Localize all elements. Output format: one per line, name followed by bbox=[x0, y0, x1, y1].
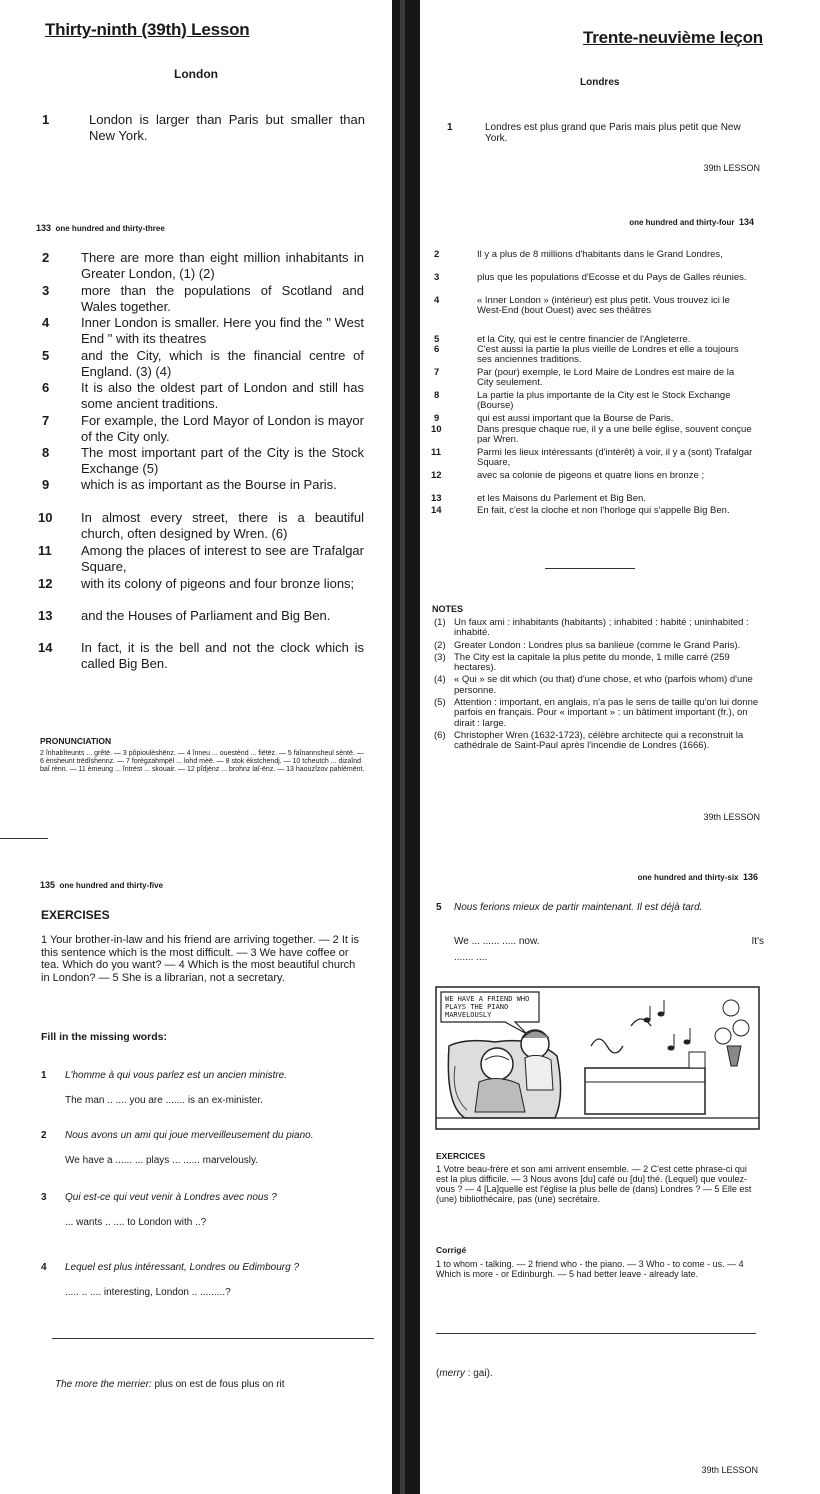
note-item: (4) « Qui » se dit which (ou that) d'une chose, et who (parfois whom) d'une personne. bbox=[434, 674, 753, 696]
fill-item: 4 Lequel est plus intéressant, Londres ou Edimbourg ? ..... .. .... interesting, London .. .........? bbox=[41, 1262, 371, 1298]
corrige-title: Corrigé bbox=[436, 1245, 467, 1255]
note-item: (6) Christopher Wren (1632-1723), célèbre architecte qui a reconstruit la cathédrale de Saint-Paul après l'incendie de Londres (1666). bbox=[434, 729, 744, 752]
fill-title: Fill in the missing words: bbox=[41, 1031, 168, 1043]
divider bbox=[545, 568, 635, 569]
exercises-text: 1 Your brother-in-law and his friend are arriving together. — 2 It is this sentence which is the most difficult. — 3 We have coffee or tea. Which do you want? — 4 Which is the most beautiful church in London? — 5 She is a librarian, not a secretary. bbox=[41, 934, 359, 984]
lesson-title-en: Thirty-ninth (39th) Lesson bbox=[45, 20, 250, 39]
right-page: Trente-neuvième leçon Londres 1 Londres est plus grand que Paris mais plus petit que New York. 39th LESSON one hundred and thirty-four 134 2 Il y a plus de 8 millions d'habitants dans le Grand Londres, 3 plus que les populations d'Ecosse et du Pays de Galles réunies. 4 « Inner London » (intérieur) est plus petit. Vous trouvez ici le West-End (bout Ouest) avec ses théâtres 5 et la City, qui est le centre financier de l'Angleterre. 6 C'est aussi la partie la plus vieille de Londres et elle a toujours ses anciennes traditions. 7 Par (pour) exemple, le Lord Maire de Londres est maire de la City seulement. 8 La partie la plus importante de la City est le Stock Exchange (Bourse) 9 qui est aussi important que la Bourse de Paris. 10 Dans presque chaque rue, il y a une belle église, souvent conçue par Wren. 11 Parmi les lieux intéressants (d'intérêt) à voir, il y a (sont) Trafalgar Square, 12 avec sa colonie de pigeons et quatre lions en bronze ; 13 et les Maisons du Parlement et Big Ben. 14 En fait, c'est la cloche et non l'horloge qui s'appelle Big Ben. NOTES (1) Un faux ami : inhabitants (habitants) ; inhabited : habité ; uninhabited : inhabité. (2) Greater London : Londres plus sa banlieue (comme le Grand Paris). (3) The City est la capitale la plus petite du monde, 1 mille carré (259 hectares). (4) « Qui » se dit which (ou that) d'une chose, et who (parfois whom) d'une personne. (5) Attention : important, en anglais, n'a pas le sens de taille qu'on lui donne parfois en français. Pour « important » : un bâtiment important (fr.), on dirait : large. (6) Christopher Wren (1632-1723), célèbre architecte qui a reconstruit la cathédrale de Saint-Paul après l'incendie de Londres (1666). 39th LESSON one hundred and thirty-six 136 5 Nous ferions mieux de partir maintenant. Il est déjà tard. We ... ...... ..... now. It's ....... .... WE HAVE A FRIEND WHO PLAYS THE PIANO MARVELOUSLY EXERCICES 1 Votre beau-frère et son ami arrivent ensemble. — 2 C'est cette phrase-ci qui est la plus difficile. — 3 Nous avons [du] café ou [du] thé. (Lequel) que voulez-vous ? — 4 [La]quelle est l'église la plus belle de (dans) Londres ? — 5 Elle est (une) bibliothécaire, pas (une) secrétaire. Corrigé 1 to whom - talking. — 2 friend who - the piano. — 3 Who - to come - us. — 4 Which is more - or Edinburgh. — 5 had better leave - already late. (merry : gai). 39th LESSON bbox=[431, 28, 764, 1475]
note-item: (1) Un faux ami : inhabitants (habitants) ; inhabited : habité ; uninhabited : inhabité. bbox=[434, 617, 749, 639]
footer-39th-lesson: 39th LESSON bbox=[703, 812, 760, 822]
cartoon-illustration bbox=[435, 986, 760, 1130]
lesson-title-fr: Trente-neuvième leçon bbox=[582, 28, 763, 47]
subtitle-london: London bbox=[174, 67, 218, 81]
fill-item: 1 L'homme à qui vous parlez est un ancien ministre. The man .. .... you are ....... is an ex-minister. bbox=[41, 1070, 371, 1106]
note-item: (2) Greater London : Londres plus sa banlieue (comme le Grand Paris). bbox=[434, 639, 741, 651]
exercise-item-5: 5 Nous ferions mieux de partir maintenant. Il est déjà tard. bbox=[436, 902, 703, 913]
fill-answer: The man .. .... you are ....... is an ex-minister. bbox=[65, 1095, 263, 1106]
exercise-item-5-answer: We ... ...... ..... now. It's bbox=[454, 936, 764, 947]
fill-answer: ..... .. .... interesting, London .. .........? bbox=[65, 1287, 231, 1298]
exercise-item-5-answer-cont: ....... .... bbox=[454, 952, 488, 963]
book-spine bbox=[392, 0, 420, 1494]
fill-item: 3 Qui est-ce qui veut venir à Londres avec nous ? ... wants .. .... to London with ..? bbox=[41, 1192, 371, 1228]
note-item: (5) Attention : important, en anglais, n'a pas le sens de taille qu'on lui donne parfois en français. Pour « important » : un bâtiment important (fr.), on dirait : large. bbox=[434, 697, 759, 729]
subtitle-londres: Londres bbox=[580, 77, 620, 88]
page-header-136: one hundred and thirty-six 136 bbox=[637, 872, 758, 882]
pronunciation-title: PRONUNCIATION bbox=[40, 736, 112, 746]
notes-title: NOTES bbox=[432, 604, 464, 614]
divider bbox=[436, 1333, 756, 1334]
page-header-135: 135 one hundred and thirty-five bbox=[40, 880, 164, 890]
fill-item: 2 Nous avons un ami qui joue merveilleusement du piano. We have a ...... ... plays ... ...... marvelously. bbox=[41, 1130, 371, 1166]
corrige-text: 1 to whom - talking. — 2 friend who - the piano. — 3 Who - to come - us. — 4 Which is more - or Edinburgh. — 5 had better leave - already late. bbox=[436, 1259, 744, 1279]
fill-answer: ... wants .. .... to London with ..? bbox=[65, 1217, 207, 1228]
notes-list bbox=[432, 618, 762, 754]
pronunciation-text: 2 înhabîteunts ... grêtë. — 3 pôpioulèshënz. — 4 înneu ... ouestènd ... fiëtëz. — 5 faînannsheul sèntë. — 6 ènsheunt trëdîshennz. — 7 forègzahmpël ... lohd mèë. — 8 stok èkstchendj. — 10 tcheutch ... dizaînd baî rènn. — 11 èmeung ... întrëst ... skouair. — 12 pîdjènz ... brohnz laî-ënz. — 13 haouzîzov pahlëmënt. bbox=[40, 750, 365, 773]
merrier-note: The more the merrier: plus on est de fous plus on rit bbox=[55, 1379, 285, 1390]
left-page: Thirty-ninth (39th) Lesson London 1 London is larger than Paris but smaller than New York. 133 one hundred and thirty-three 2 There are more than eight million inhabitants in Greater London, (1) (2) 3 more than the populations of Scotland and Wales together. 4 Inner London is smaller. Here you find the " West End " with its theatres 5 and the City, which is the financial centre of England. (3) (4) 6 It is also the oldest part of London and still has some ancient traditions. 7 For example, the Lord Mayor of London is mayor of the City only. 8 The most important part of the City is the Stock Exchange (5) 9 which is as important as the Bourse in Paris. 10 In almost every street, there is a beautiful church, often designed by Wren. (6) 11 Among the places of interest to see are Trafalgar Square, 12 with its colony of pigeons and four bronze lions; 13 and the Houses of Parliament and Big Ben. 14 In fact, it is the bell and not the clock which is called Big Ben. PRONUNCIATION 2 înhabîteunts ... grêtë. — 3 pôpioulèshënz. — 4 înneu ... ouestènd ... fiëtëz. — 5 faînannsheul sèntë. — 6 ènsheunt trëdîshennz. — 7 forègzahmpël ... lohd mèë. — 8 stok èkstchendj. — 10 tcheutch ... dizaînd baî rènn. — 11 èmeung ... întrëst ... skouair. — 12 pîdjènz ... brohnz laî-ënz. — 13 haouzîzov pahlëmënt. 135 one hundred and thirty-five EXERCISES 1 Your brother-in-law and his friend are arriving together. — 2 It is this sentence which is the most difficult. — 3 We have coffee or tea. Which do you want? — 4 Which is the most beautiful church in London? — 5 She is a librarian, not a secretary. Fill in the missing words: 1 L'homme à qui vous parlez est un ancien ministre. The man .. .... you are ....... is an ex-minister. 2 Nous avons un ami qui joue merveilleusement du piano. We have a ...... ... plays ... ...... marvelously. 3 Qui est-ce qui veut venir à Londres avec nous ? ... wants .. .... to London with ..? 4 Lequel est plus intéressant, Londres ou Edimbourg ? ..... .. .... interesting, London .. .........? The more the merrier: plus on est de fous plus on rit bbox=[0, 0, 392, 1494]
exercices-title: EXERCICES bbox=[436, 1151, 486, 1161]
exercices-text: 1 Votre beau-frère et son ami arrivent ensemble. — 2 C'est cette phrase-ci qui est la plus difficile. — 3 Nous avons [du] café ou [du] thé. (Lequel) que voulez-vous ? — 4 [La]quelle est l'église la plus belle de (dans) Londres ? — 5 Elle est (une) bibliothécaire, pas (une) secrétaire. bbox=[436, 1164, 752, 1204]
fill-answer: We have a ...... ... plays ... ...... marvelously. bbox=[65, 1155, 259, 1166]
cartoon-caption: WE HAVE A FRIEND WHO PLAYS THE PIANO MARVELOUSLY bbox=[445, 995, 530, 1019]
page-header-133: 133 one hundred and thirty-three bbox=[36, 223, 165, 233]
divider bbox=[0, 838, 48, 839]
note-item: (3) The City est la capitale la plus petite du monde, 1 mille carré (259 hectares). bbox=[434, 651, 730, 674]
footer-39th-lesson: 39th LESSON bbox=[701, 1465, 758, 1475]
merry-note: (merry : gai). bbox=[436, 1368, 493, 1379]
exercises-title: EXERCISES bbox=[41, 908, 110, 922]
footer-39th-lesson: 39th LESSON bbox=[703, 163, 760, 173]
divider bbox=[52, 1338, 374, 1339]
page-header-134: one hundred and thirty-four 134 bbox=[629, 217, 754, 227]
